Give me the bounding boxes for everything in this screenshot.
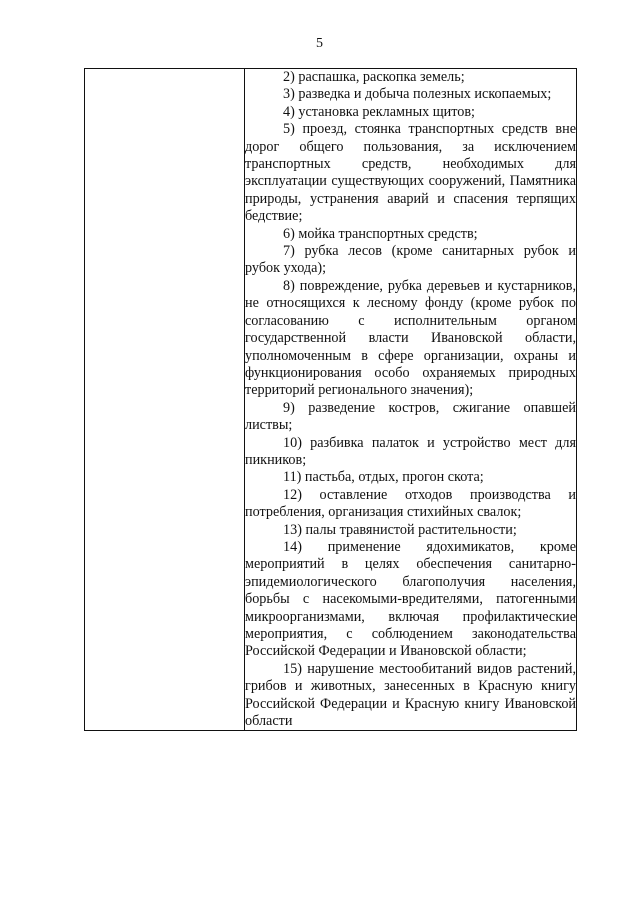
list-item: 10) разбивка палаток и устройство мест для пикников; [245,434,576,468]
regulations-table [84,68,577,731]
list-item: 15) нарушение местообитаний видов растений, грибов и животных, занесенных в Красную книгу Российской Федерации и Красную книгу Ивановской области [245,660,576,730]
list-item: 8) повреждение, рубка деревьев и кустарников, не относящихся к лесному фонду (кроме рубок по согласованию с исполнительным органом государственной власти Ивановской области, уполномоченным в сфере организации, охраны и функционирования особо охраняемых природных территорий регионального значения); [245,277,576,399]
page-number: 5 [316,36,323,51]
list-item: 2) распашка, раскопка земель; [283,69,465,85]
list-item: 14) применение ядохимикатов, кроме мероприятий в целях обеспечения санитарно-эпидемиологического благополучия населения, борьбы с насекомыми-вредителями, патогенными микроорганизмами, включая профилактические мероприятия, с соблюдением законодательства Российской Федерации и Ивановской области; [245,538,576,660]
list-item: 3) разведка и добыча полезных ископаемых; [283,86,552,103]
list-item: 5) проезд, стоянка транспортных средств вне дорог общего пользования, за исключением транспортных средств, необходимых для эксплуатации существующих сооружений, Памятника природы, устранения аварий и спасения терпящих бедствие; [245,121,576,225]
list-item: 4) установка рекламных щитов; [283,103,476,120]
list-item: 9) разведение костров, сжигание опавшей листвы; [245,399,576,434]
list-item: 11) пастьба, отдых, прогон скота; [283,469,484,486]
table-row [85,69,577,731]
list-item: 6) мойка транспортных средств; [283,225,478,242]
list-item: 13) палы травянистой растительности; [283,521,517,538]
table-cell-prohibitions [245,69,577,731]
list-item: 7) рубка лесов (кроме санитарных рубок и рубок ухода); [245,243,576,277]
table-cell-left [85,69,245,731]
list-item: 12) оставление отходов производства и потребления, организация стихийных свалок; [245,486,576,521]
